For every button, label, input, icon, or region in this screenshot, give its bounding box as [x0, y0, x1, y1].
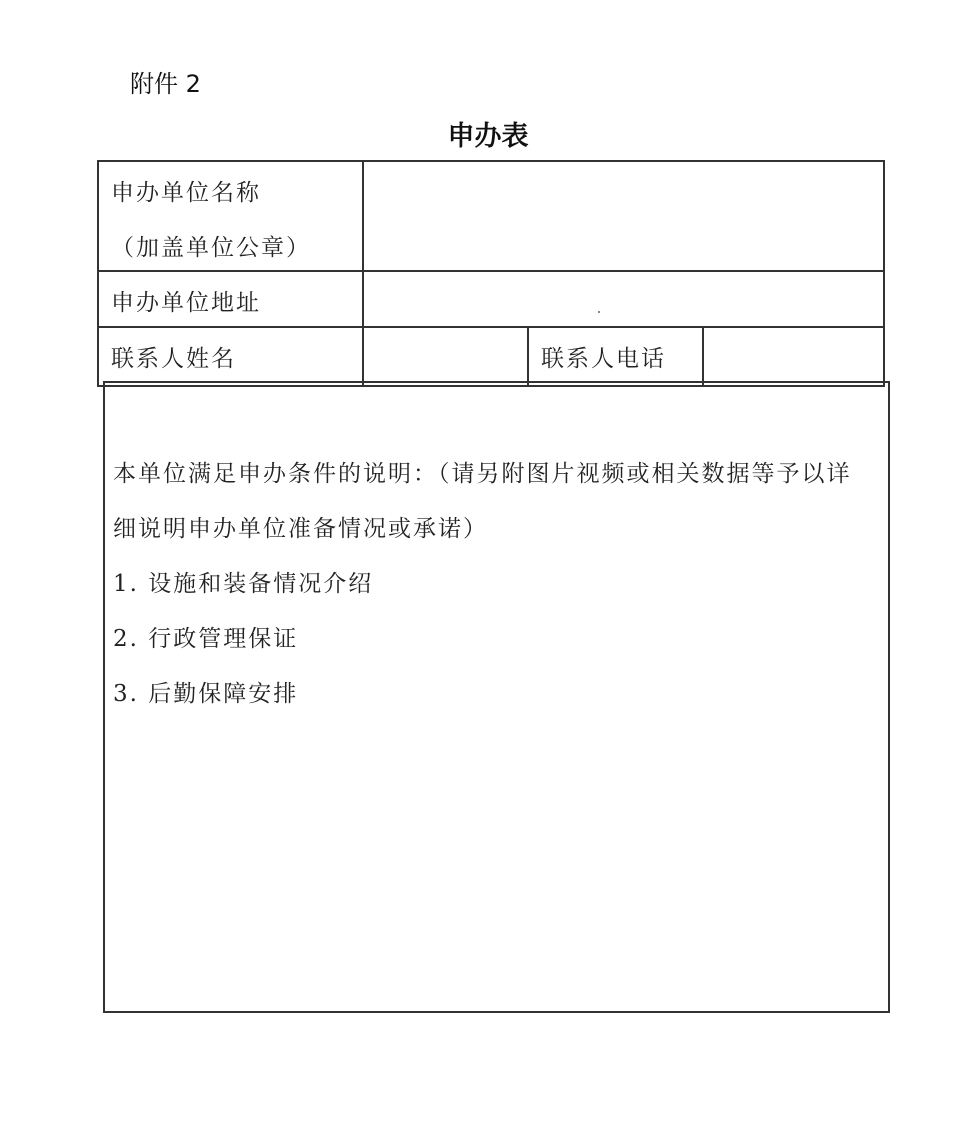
unit-name-label-line2: （加盖单位公章） [111, 235, 311, 261]
description-intro-line2: 细说明申办单位准备情况或承诺） [113, 516, 488, 542]
description-box[interactable] [103, 381, 890, 1013]
contact-phone-field[interactable] [704, 328, 883, 385]
description-intro-line1: 本单位满足申办条件的说明：（请另附图片视频或相关数据等予以详 [113, 461, 852, 487]
scan-speck [598, 311, 600, 313]
form-title: 申办表 [447, 121, 529, 152]
unit-name-field[interactable] [364, 162, 883, 270]
attachment-label: 附件 2 [130, 70, 201, 98]
description-item: 3. 后勤保障安排 [113, 681, 299, 707]
description-item: 1. 设施和装备情况介绍 [113, 571, 374, 597]
contact-name-field[interactable] [364, 328, 529, 385]
description-text [113, 447, 882, 722]
application-form-table [97, 160, 885, 387]
unit-address-label: 申办单位地址 [99, 272, 364, 326]
unit-name-row [99, 162, 883, 272]
contact-name-label: 联系人姓名 [99, 328, 364, 385]
unit-name-label-line1: 申办单位名称 [111, 180, 261, 206]
unit-name-label [99, 162, 364, 270]
contact-row [99, 328, 883, 385]
contact-phone-label: 联系人电话 [529, 328, 704, 385]
unit-address-field[interactable] [364, 272, 883, 326]
unit-address-row [99, 272, 883, 328]
description-item: 2. 行政管理保证 [113, 626, 299, 652]
